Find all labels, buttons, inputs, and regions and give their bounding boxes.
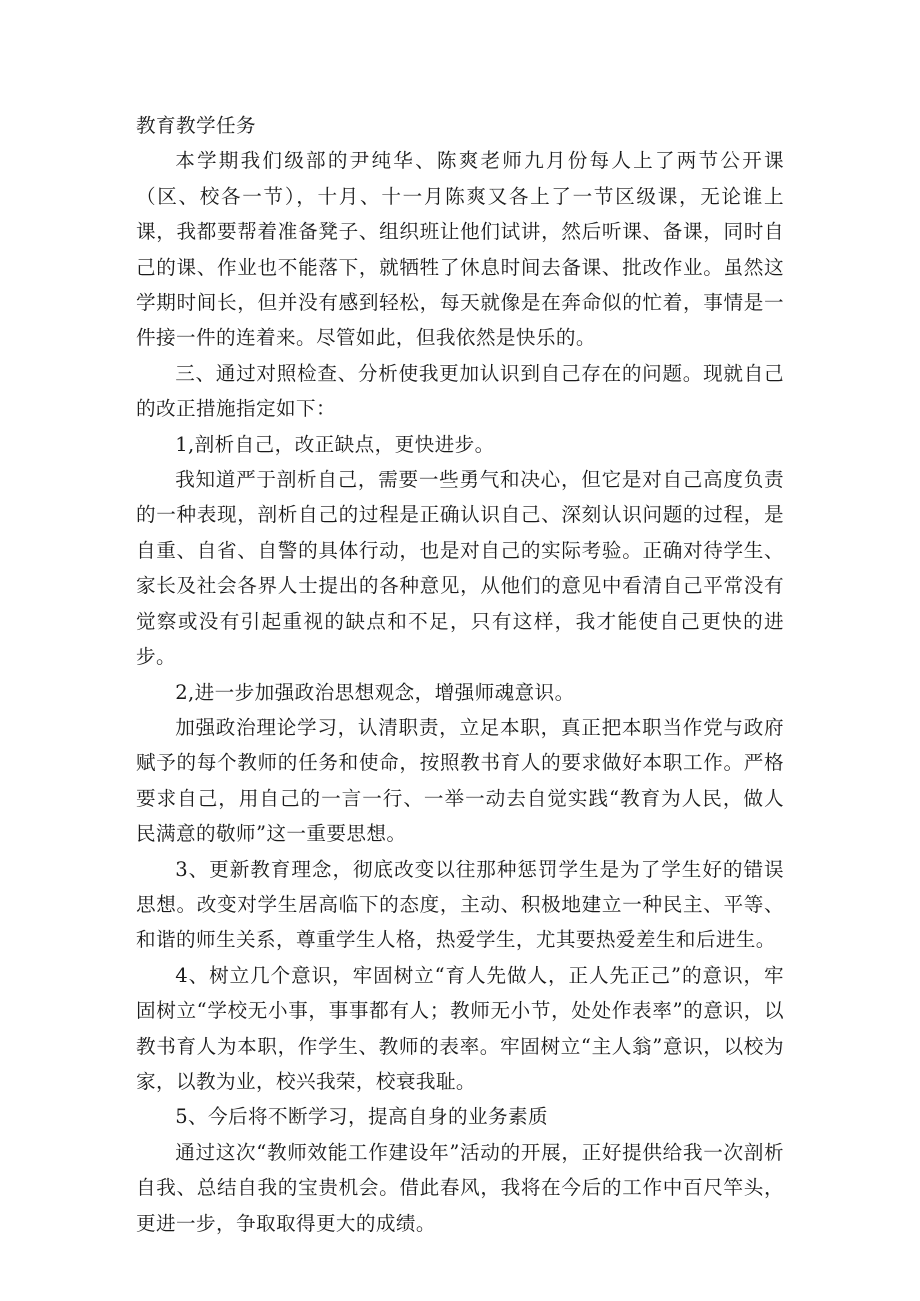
section-heading: 教育教学任务 [136,114,256,137]
paragraph-lesson-prep: 本学期我们级部的尹纯华、陈爽老师九月份每人上了两节公开课（区、校各一节），十月、十一月陈爽又各上了一节区级课，无论谁上课，我都要帮着准备凳子、组织班让他们试讲，然后听课、备课，同时自己的课、作业也不能落下，就牺牲了休息时间去备课、批改作业。虽然这学期时间长，但并没有感到轻松，每天就像是在奔命似的忙着，事情是一件接一件的连着来。尽管如此，但我依然是快乐的。 [136,149,784,350]
document-body [136,108,784,1241]
paragraph-item-1-title: 1,剖析自己，改正缺点，更快进步。 [175,432,495,456]
paragraph-item-3: 3、更新教育理念，彻底改变以往那种惩罚学生是为了学生好的错误思想。改变对学生居高临下的态度，主动、积极地建立一种民主、平等、和谐的师生关系，尊重学生人格，热爱学生，尤其要热爱差生和后进生。 [136,857,784,952]
paragraph-item-4: 4、树立几个意识，牢固树立“育人先做人，正人先正己”的意识，牢固树立“学校无小事，事事都有人；教师无小节，处处作表率”的意识，以教书育人为本职，作学生、教师的表率。牢固树立“主人翁”意识，以校为家，以教为业，校兴我荣，校衰我耻。 [136,963,784,1093]
paragraph-conclusion: 通过这次“教师效能工作建设年”活动的开展，正好提供给我一次剖析自我、总结自我的宝贵机会。借此春风，我将在今后的工作中百尺竿头，更进一步，争取取得更大的成绩。 [136,1140,784,1235]
paragraph-item-2-title: 2,进一步加强政治思想观念，增强师魂意识。 [175,680,575,704]
paragraph-item-1-body: 我知道严于剖析自己，需要一些勇气和决心，但它是对自己高度负责的一种表现，剖析自己的过程是正确认识自己、深刻认识问题的过程，是自重、自省、自警的具体行动，也是对自己的实际考验。正确对待学生、家长及社会各界人士提出的各种意见，从他们的意见中看清自己平常没有觉察或没有引起重视的缺点和不足，只有这样，我才能使自己更快的进步。 [136,468,784,669]
paragraph-section-three-intro: 三、通过对照检查、分析使我更加认识到自己存在的问题。现就自己的改正措施指定如下： [136,361,784,421]
paragraph-item-2-body: 加强政治理论学习，认清职责，立足本职，真正把本职当作党与政府赋予的每个教师的任务和使命，按照教书育人的要求做好本职工作。严格要求自己，用自己的一言一行、一举一动去自觉实践“教育为人民，做人民满意的敬师”这一重要思想。 [136,715,784,846]
paragraph-item-5-title: 5、今后将不断学习，提高自身的业务素质 [175,1105,548,1129]
